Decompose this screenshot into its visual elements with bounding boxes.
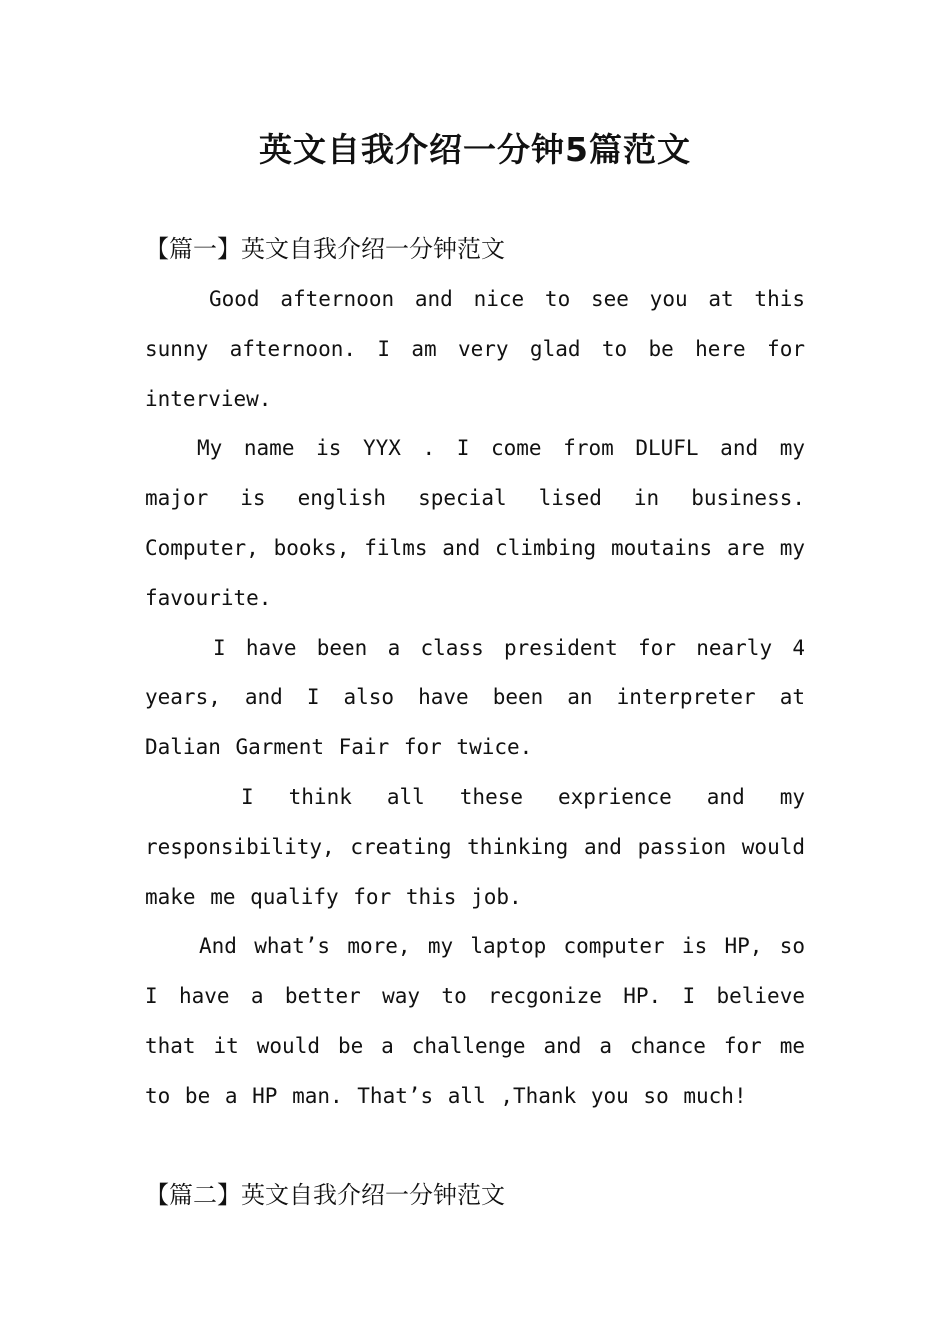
section-heading-1: 【篇一】英文自我介绍一分钟范文 [145, 235, 505, 263]
paragraph-qualification: I think all these exprience and my responsibility, creating thinking and passion would make me qualify for this job. [145, 784, 805, 909]
paragraph-experience: I have been a class president for nearly 4 years, and I also have been an interpreter at Dalian Garment Fair for twice. [145, 635, 805, 760]
paragraph-name-major: My name is YYX . I come from DLUFL and my major is english special lised in business. Computer, books, films and climbing moutains are my favourite. [145, 436, 805, 610]
paragraph-closing: And what’s more, my laptop computer is HP, so I have a better way to recgonize HP. I believe that it would be a challenge and a chance for me to be a HP man. That’s all ,Thank you so much! [145, 934, 805, 1108]
paragraph-greeting: Good afternoon and nice to see you at this sunny afternoon. I am very glad to be here for interview. [145, 287, 805, 411]
section-1-body [145, 275, 805, 1122]
page-title: 英文自我介绍一分钟5篇范文 [259, 130, 691, 169]
section-heading-2: 【篇二】英文自我介绍一分钟范文 [145, 1181, 505, 1209]
